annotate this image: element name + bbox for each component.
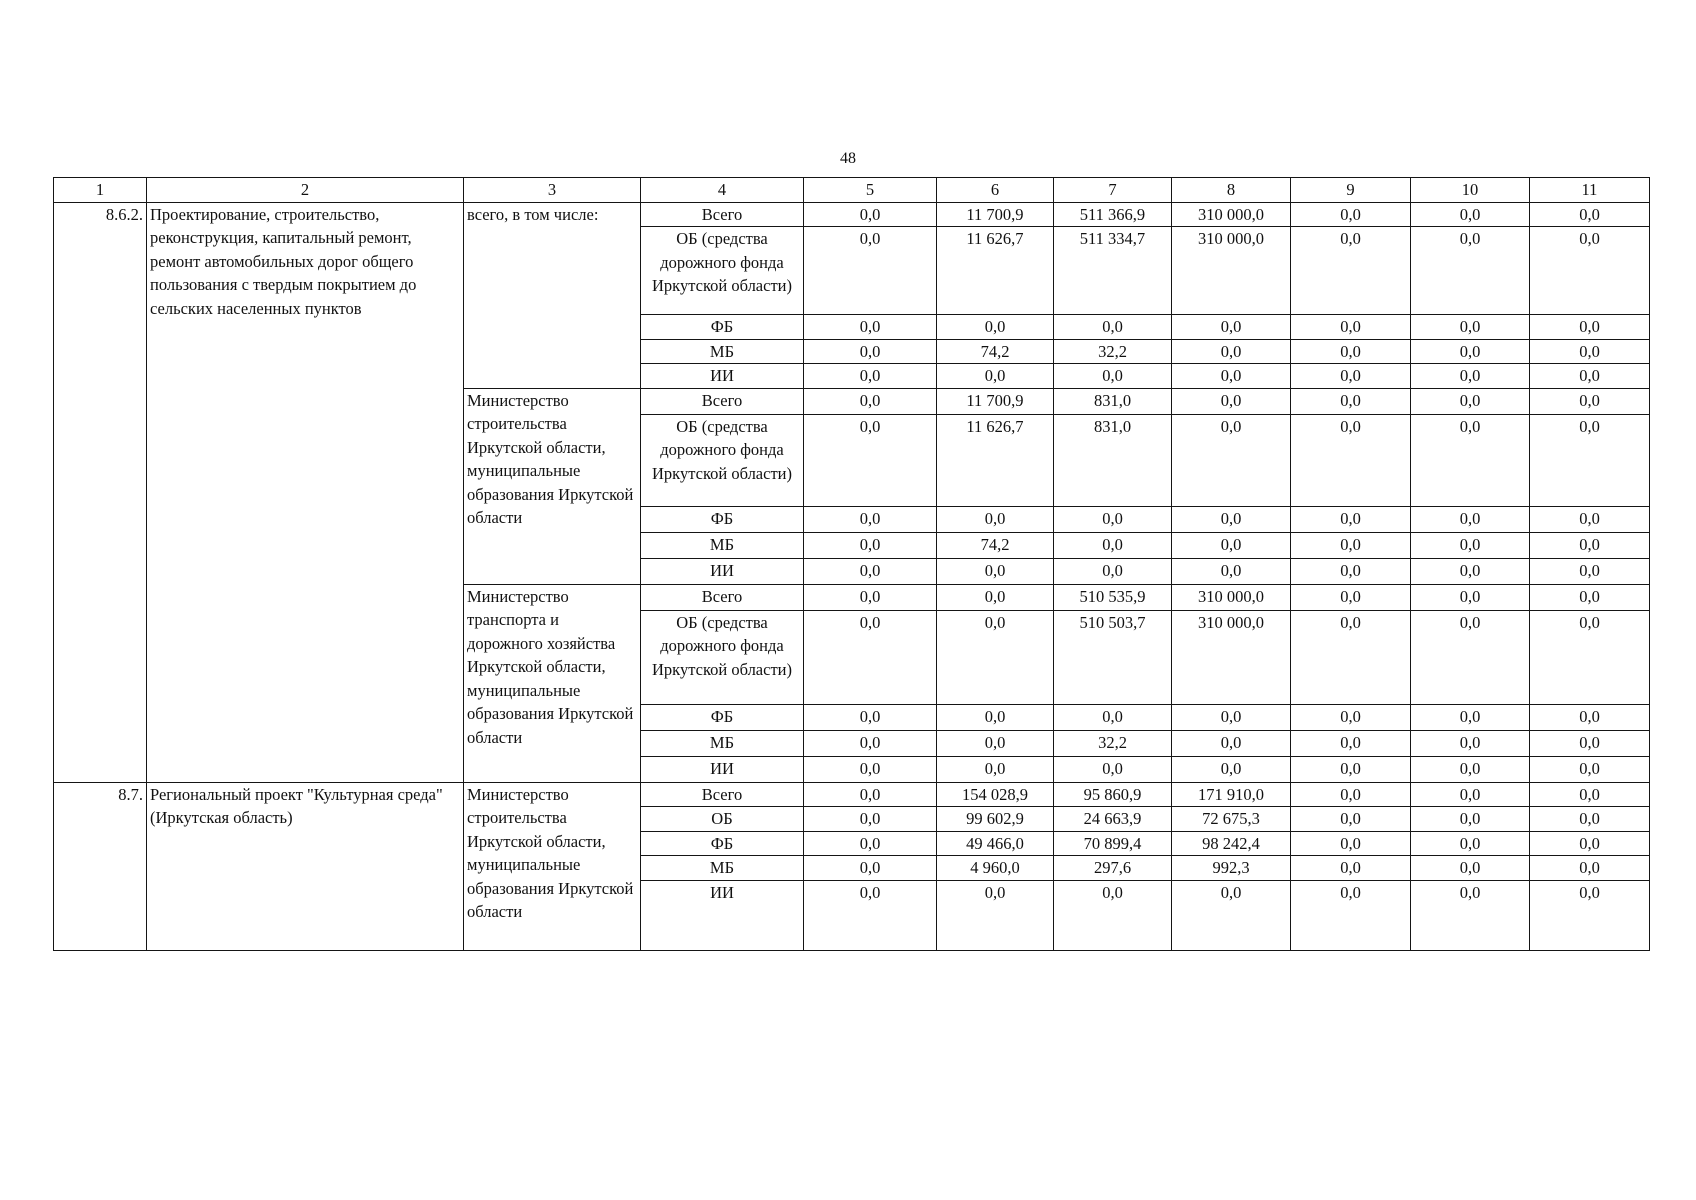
header-cell: 1 (54, 178, 147, 203)
value-cell: 11 626,7 (937, 227, 1054, 315)
value-cell: 0,0 (1172, 506, 1291, 532)
value-cell: 831,0 (1054, 414, 1172, 506)
value-cell: 310 000,0 (1172, 584, 1291, 610)
responsible-executor: Министерство строительства Иркутской области, муниципальные образования Иркутской области (464, 782, 641, 950)
value-cell: 0,0 (1054, 315, 1172, 340)
value-cell: 0,0 (1054, 506, 1172, 532)
value-cell: 0,0 (937, 315, 1054, 340)
header-cell: 4 (641, 178, 804, 203)
value-cell: 0,0 (1411, 506, 1530, 532)
responsible-executor: Министерство транспорта и дорожного хозяйства Иркутской области, муниципальные образования Иркутской области (464, 584, 641, 782)
funding-source: ИИ (641, 880, 804, 950)
funding-source: ОБ (средства дорожного фонда Иркутской области) (641, 414, 804, 506)
funding-source: Всего (641, 782, 804, 807)
value-cell: 32,2 (1054, 339, 1172, 364)
value-cell: 0,0 (1411, 756, 1530, 782)
value-cell: 0,0 (1054, 880, 1172, 950)
value-cell: 0,0 (1291, 880, 1411, 950)
value-cell: 0,0 (1172, 756, 1291, 782)
funding-table (53, 177, 1650, 951)
value-cell: 0,0 (1530, 388, 1650, 414)
value-cell: 310 000,0 (1172, 202, 1291, 227)
value-cell: 0,0 (1411, 831, 1530, 856)
value-cell: 0,0 (1291, 315, 1411, 340)
value-cell: 0,0 (937, 756, 1054, 782)
value-cell: 0,0 (804, 315, 937, 340)
header-cell: 11 (1530, 178, 1650, 203)
item-name: Региональный проект "Культурная среда" (Иркутская область) (147, 782, 464, 950)
value-cell: 0,0 (1291, 414, 1411, 506)
value-cell: 0,0 (1530, 558, 1650, 584)
value-cell: 0,0 (1054, 558, 1172, 584)
value-cell: 0,0 (1530, 730, 1650, 756)
value-cell: 0,0 (1291, 756, 1411, 782)
value-cell: 0,0 (937, 704, 1054, 730)
value-cell: 0,0 (1530, 807, 1650, 832)
responsible-executor: всего, в том числе: (464, 202, 641, 388)
funding-source: МБ (641, 532, 804, 558)
value-cell: 0,0 (1530, 414, 1650, 506)
value-cell: 171 910,0 (1172, 782, 1291, 807)
value-cell: 0,0 (1291, 856, 1411, 881)
value-cell: 0,0 (804, 730, 937, 756)
value-cell: 0,0 (1530, 506, 1650, 532)
value-cell: 0,0 (804, 506, 937, 532)
value-cell: 154 028,9 (937, 782, 1054, 807)
value-cell: 95 860,9 (1054, 782, 1172, 807)
value-cell: 0,0 (1530, 782, 1650, 807)
value-cell: 0,0 (804, 339, 937, 364)
header-cell: 7 (1054, 178, 1172, 203)
value-cell: 0,0 (1411, 730, 1530, 756)
value-cell: 0,0 (1291, 782, 1411, 807)
value-cell: 0,0 (804, 532, 937, 558)
value-cell: 0,0 (804, 831, 937, 856)
value-cell: 0,0 (1054, 704, 1172, 730)
value-cell: 4 960,0 (937, 856, 1054, 881)
value-cell: 0,0 (804, 364, 937, 389)
value-cell: 0,0 (1291, 584, 1411, 610)
value-cell: 0,0 (804, 610, 937, 704)
value-cell: 0,0 (1172, 880, 1291, 950)
value-cell: 511 334,7 (1054, 227, 1172, 315)
value-cell: 0,0 (1172, 532, 1291, 558)
value-cell: 72 675,3 (1172, 807, 1291, 832)
value-cell: 0,0 (1530, 532, 1650, 558)
value-cell: 0,0 (1530, 584, 1650, 610)
value-cell: 0,0 (1411, 532, 1530, 558)
value-cell: 0,0 (1411, 202, 1530, 227)
table-row (54, 782, 1650, 807)
value-cell: 0,0 (1172, 704, 1291, 730)
funding-source: ОБ (средства дорожного фонда Иркутской области) (641, 227, 804, 315)
value-cell: 0,0 (804, 782, 937, 807)
value-cell: 0,0 (1291, 506, 1411, 532)
value-cell: 0,0 (1411, 414, 1530, 506)
table-row (54, 202, 1650, 227)
value-cell: 0,0 (1291, 610, 1411, 704)
value-cell: 310 000,0 (1172, 227, 1291, 315)
value-cell: 510 503,7 (1054, 610, 1172, 704)
funding-source: МБ (641, 339, 804, 364)
value-cell: 0,0 (804, 807, 937, 832)
value-cell: 0,0 (1291, 807, 1411, 832)
value-cell: 0,0 (1530, 831, 1650, 856)
value-cell: 0,0 (1411, 558, 1530, 584)
header-cell: 5 (804, 178, 937, 203)
header-cell: 6 (937, 178, 1054, 203)
value-cell: 0,0 (804, 880, 937, 950)
value-cell: 0,0 (1411, 880, 1530, 950)
value-cell: 310 000,0 (1172, 610, 1291, 704)
value-cell: 0,0 (937, 506, 1054, 532)
funding-source: ОБ (средства дорожного фонда Иркутской области) (641, 610, 804, 704)
value-cell: 0,0 (1530, 610, 1650, 704)
funding-source: МБ (641, 856, 804, 881)
header-cell: 9 (1291, 178, 1411, 203)
value-cell: 0,0 (1411, 782, 1530, 807)
value-cell: 0,0 (1054, 756, 1172, 782)
value-cell: 0,0 (1291, 227, 1411, 315)
value-cell: 0,0 (1530, 856, 1650, 881)
funding-source: ФБ (641, 831, 804, 856)
value-cell: 11 626,7 (937, 414, 1054, 506)
value-cell: 0,0 (937, 880, 1054, 950)
value-cell: 0,0 (1172, 414, 1291, 506)
value-cell: 0,0 (1054, 364, 1172, 389)
item-name: Проектирование, строительство, реконструкция, капитальный ремонт, ремонт автомобильных дорог общего пользования с твердым покрытием до сельских населенных пунктов (147, 202, 464, 782)
value-cell: 0,0 (1172, 364, 1291, 389)
value-cell: 0,0 (804, 202, 937, 227)
funding-source: Всего (641, 202, 804, 227)
value-cell: 99 602,9 (937, 807, 1054, 832)
funding-source: ИИ (641, 756, 804, 782)
header-cell: 10 (1411, 178, 1530, 203)
funding-source: МБ (641, 730, 804, 756)
value-cell: 0,0 (1172, 315, 1291, 340)
header-cell: 2 (147, 178, 464, 203)
value-cell: 0,0 (1054, 532, 1172, 558)
value-cell: 0,0 (937, 610, 1054, 704)
value-cell: 0,0 (1530, 880, 1650, 950)
value-cell: 0,0 (937, 730, 1054, 756)
header-cell: 3 (464, 178, 641, 203)
value-cell: 0,0 (1291, 558, 1411, 584)
value-cell: 0,0 (1291, 339, 1411, 364)
header-cell: 8 (1172, 178, 1291, 203)
value-cell: 0,0 (937, 558, 1054, 584)
value-cell: 0,0 (1411, 610, 1530, 704)
value-cell: 0,0 (1291, 730, 1411, 756)
page-number: 48 (840, 150, 856, 167)
value-cell: 992,3 (1172, 856, 1291, 881)
item-number: 8.7. (54, 782, 147, 950)
value-cell: 0,0 (1411, 227, 1530, 315)
value-cell: 0,0 (937, 584, 1054, 610)
value-cell: 0,0 (1411, 364, 1530, 389)
funding-source: ФБ (641, 704, 804, 730)
funding-source: ИИ (641, 558, 804, 584)
value-cell: 0,0 (937, 364, 1054, 389)
value-cell: 0,0 (1530, 227, 1650, 315)
value-cell: 0,0 (1291, 202, 1411, 227)
header-row (54, 178, 1650, 203)
value-cell: 0,0 (1411, 584, 1530, 610)
value-cell: 0,0 (1411, 339, 1530, 364)
value-cell: 70 899,4 (1054, 831, 1172, 856)
value-cell: 11 700,9 (937, 202, 1054, 227)
value-cell: 0,0 (1291, 364, 1411, 389)
value-cell: 0,0 (1530, 315, 1650, 340)
value-cell: 297,6 (1054, 856, 1172, 881)
funding-source: ИИ (641, 364, 804, 389)
value-cell: 32,2 (1054, 730, 1172, 756)
value-cell: 24 663,9 (1054, 807, 1172, 832)
value-cell: 0,0 (1530, 202, 1650, 227)
responsible-executor: Министерство строительства Иркутской области, муниципальные образования Иркутской области (464, 388, 641, 584)
value-cell: 0,0 (1172, 388, 1291, 414)
value-cell: 0,0 (804, 584, 937, 610)
value-cell: 98 242,4 (1172, 831, 1291, 856)
value-cell: 0,0 (1291, 532, 1411, 558)
value-cell: 0,0 (804, 856, 937, 881)
value-cell: 0,0 (1411, 388, 1530, 414)
funding-source: ФБ (641, 506, 804, 532)
value-cell: 0,0 (1172, 730, 1291, 756)
value-cell: 0,0 (1291, 704, 1411, 730)
funding-source: Всего (641, 584, 804, 610)
funding-source: ФБ (641, 315, 804, 340)
value-cell: 0,0 (1172, 558, 1291, 584)
value-cell: 49 466,0 (937, 831, 1054, 856)
value-cell: 0,0 (1530, 704, 1650, 730)
value-cell: 0,0 (804, 414, 937, 506)
value-cell: 0,0 (1530, 364, 1650, 389)
value-cell: 0,0 (804, 704, 937, 730)
value-cell: 0,0 (804, 558, 937, 584)
value-cell: 74,2 (937, 532, 1054, 558)
funding-source: Всего (641, 388, 804, 414)
value-cell: 0,0 (804, 227, 937, 315)
item-number: 8.6.2. (54, 202, 147, 782)
value-cell: 0,0 (1530, 756, 1650, 782)
value-cell: 0,0 (1291, 831, 1411, 856)
value-cell: 11 700,9 (937, 388, 1054, 414)
value-cell: 0,0 (1411, 856, 1530, 881)
value-cell: 831,0 (1054, 388, 1172, 414)
value-cell: 510 535,9 (1054, 584, 1172, 610)
funding-source: ОБ (641, 807, 804, 832)
value-cell: 0,0 (1530, 339, 1650, 364)
value-cell: 511 366,9 (1054, 202, 1172, 227)
value-cell: 0,0 (1172, 339, 1291, 364)
value-cell: 0,0 (1411, 315, 1530, 340)
value-cell: 74,2 (937, 339, 1054, 364)
value-cell: 0,0 (1411, 807, 1530, 832)
value-cell: 0,0 (1291, 388, 1411, 414)
value-cell: 0,0 (804, 388, 937, 414)
value-cell: 0,0 (1411, 704, 1530, 730)
value-cell: 0,0 (804, 756, 937, 782)
